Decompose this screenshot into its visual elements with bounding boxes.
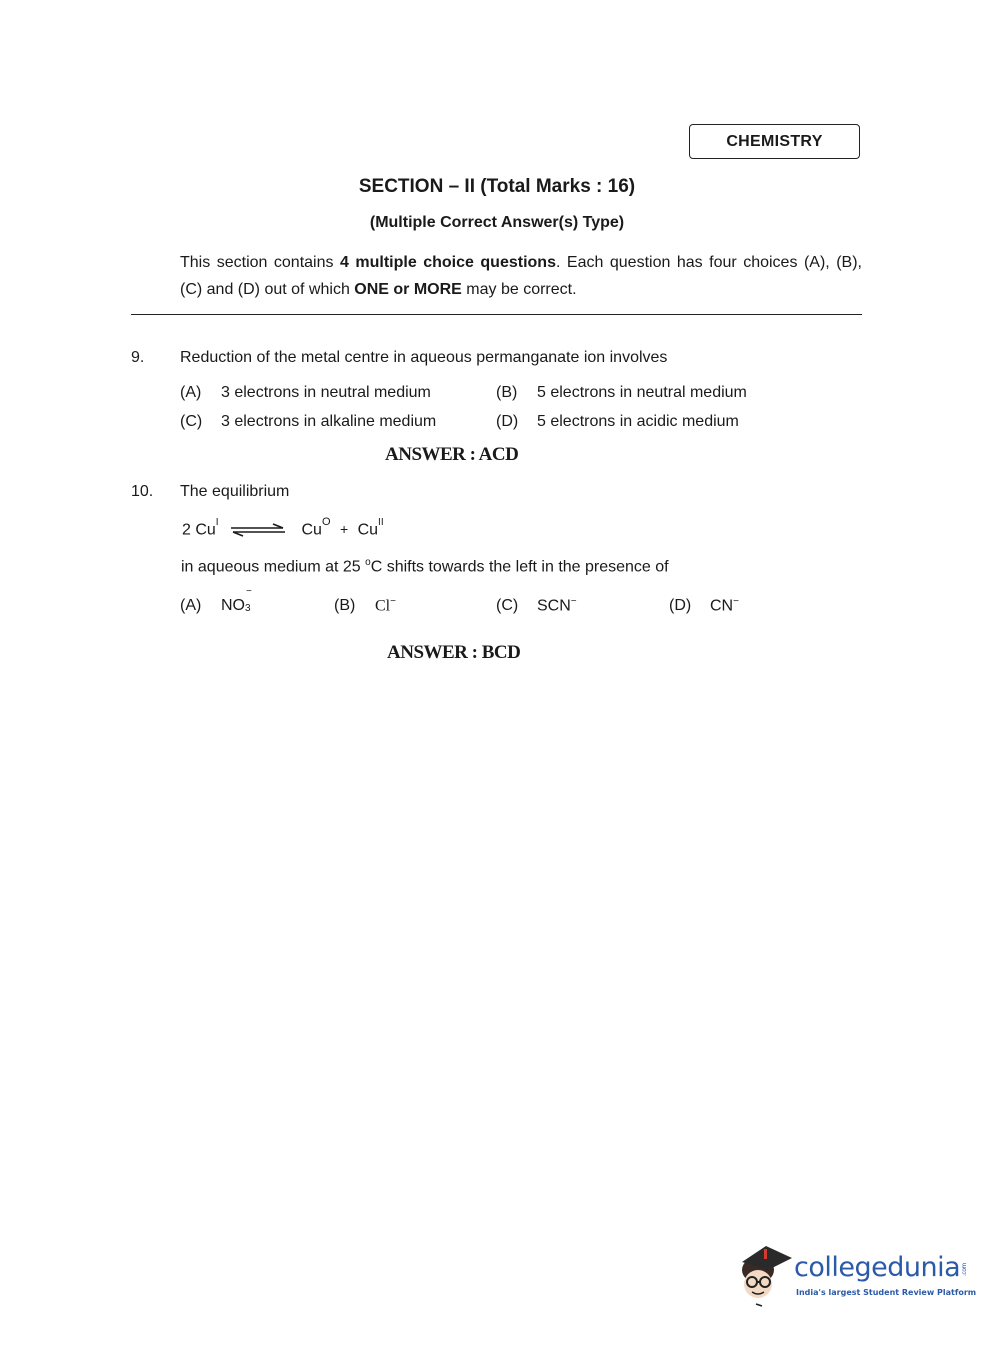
question-number: 9. (131, 349, 145, 366)
option-d: (D) 5 electrons in acidic medium (496, 413, 739, 430)
answer-label: ANSWER : BCD (387, 642, 521, 663)
subject-label: CHEMISTRY (689, 124, 860, 159)
equilibrium-arrow-icon (229, 523, 287, 537)
option-c: (C) 3 electrons in alkaline medium (180, 413, 437, 430)
divider (131, 314, 862, 315)
question-condition: in aqueous medium at 25 $^o$C shifts towards the left in the presence of (181, 557, 669, 576)
mascot-icon (736, 1240, 794, 1310)
answer-label: ANSWER : ACD (385, 444, 519, 465)
option-a: (A) 3 electrons in neutral medium (180, 384, 431, 401)
option-d: (D) CN− (669, 596, 739, 615)
logo-tagline: India's largest Student Review Platform (796, 1288, 977, 1297)
question-number: 10. (131, 483, 154, 500)
option-b: (B) Cl− (334, 596, 396, 615)
question-text: The equilibrium (180, 483, 290, 500)
collegedunia-logo (736, 1240, 977, 1310)
equilibrium-equation: 2 $Cu^I$ $Cu^O + Cu^{II}$ (182, 516, 384, 539)
section-type: (Multiple Correct Answer(s) Type) (369, 214, 625, 231)
question-text: Reduction of the metal centre in aqueous permanganate ion involves (180, 349, 668, 366)
section-title: SECTION – II (Total Marks : 16) (358, 176, 636, 197)
option-c: (C) SCN− (496, 596, 577, 615)
option-a: (A) NO 3 − (180, 586, 252, 614)
option-b: (B) 5 electrons in neutral medium (496, 384, 747, 401)
section-instructions: This section contains 4 multiple choice questions. Each question has four choices (A), (B), (C) and (D) out of which ONE or MORE may be correct. (180, 254, 862, 298)
logo-wordmark: collegedunia.com (794, 1252, 969, 1283)
